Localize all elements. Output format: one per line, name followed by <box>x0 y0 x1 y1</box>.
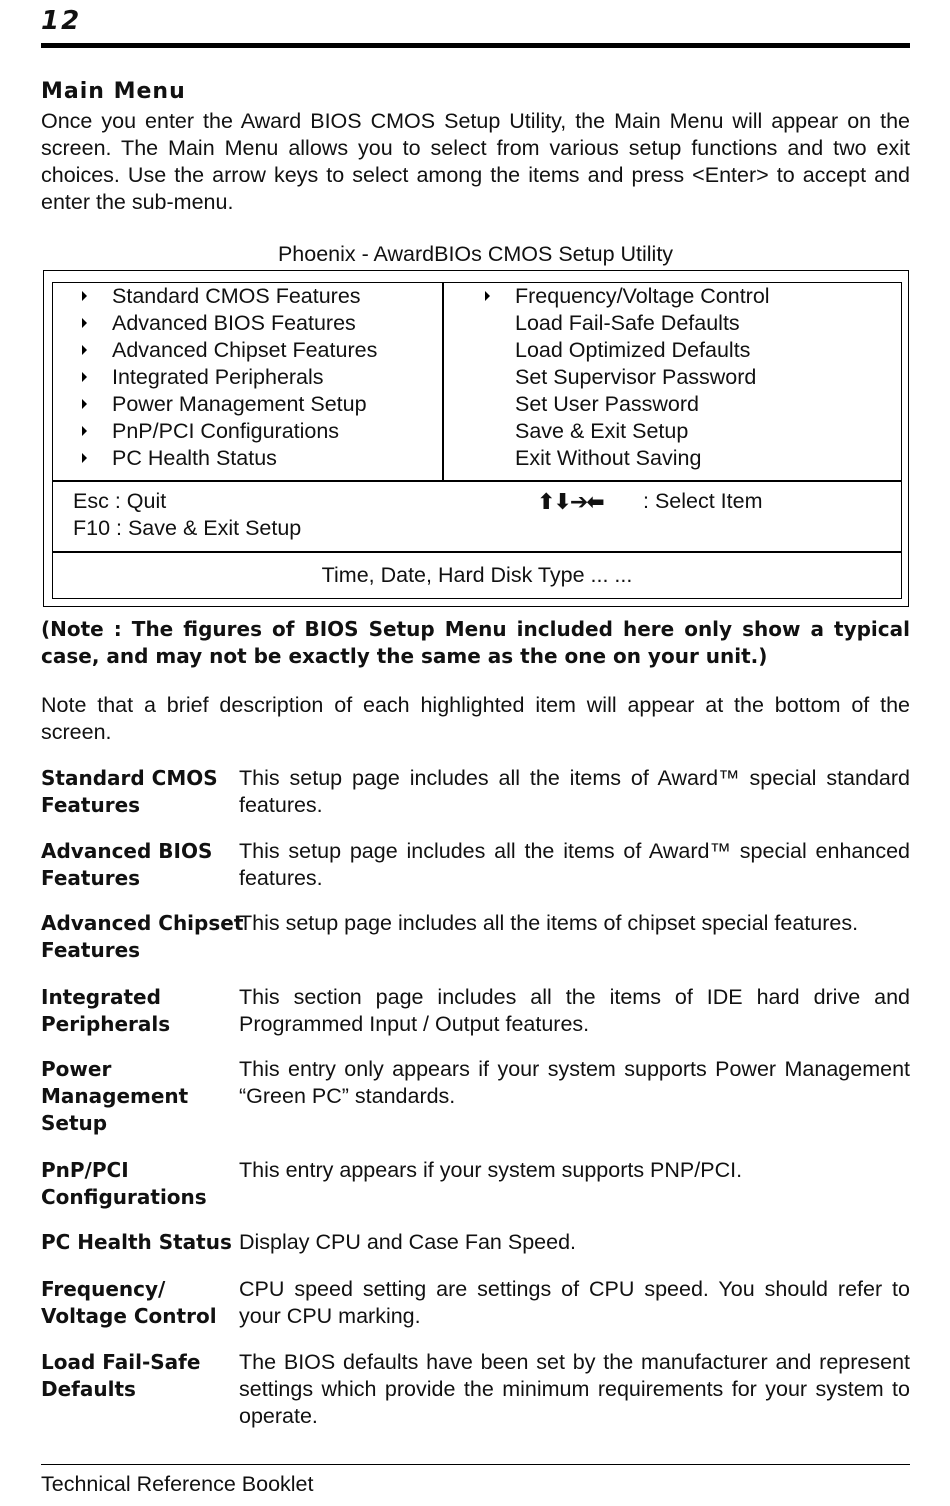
submenu-arrow-icon <box>82 453 87 463</box>
bios-screen-title: Phoenix - AwardBIOs CMOS Setup Utility <box>277 242 674 266</box>
section-heading: Main Menu <box>41 79 186 104</box>
definition-term: Frequency/ Voltage Control <box>41 1277 217 1328</box>
bios-help-line: Time, Date, Hard Disk Type ... ... <box>321 563 633 587</box>
definition-term: Advanced BIOS Features <box>41 839 213 890</box>
definition-term: Advanced Chipset Features <box>41 911 244 962</box>
footer-text: Technical Reference Booklet <box>41 1472 314 1496</box>
menu-keys-divider <box>52 480 902 482</box>
page-number: 12 <box>41 6 82 36</box>
menu-column-divider <box>442 282 444 481</box>
intro-paragraph: Once you enter the Award BIOS CMOS Setup Utility, the Main Menu will appear on the screen. The Main Menu allows you to select from various setup functions and two exit choices. Use the arrow keys to select among the items and press <Enter> to accept and enter the sub-menu. <box>41 109 910 214</box>
definition-term: Load Fail-Safe Defaults <box>41 1350 201 1401</box>
definition-term: PnP/PCI Configurations <box>41 1158 207 1209</box>
submenu-arrow-icon <box>82 291 87 301</box>
brief-paragraph: Note that a brief description of each highlighted item will appear at the bottom of the screen. <box>41 693 910 744</box>
submenu-arrow-icon <box>82 426 87 436</box>
definition-description: This setup page includes all the items of Award™ special enhanced features. <box>239 839 910 890</box>
keys-help-divider <box>52 551 902 553</box>
definition-description: This section page includes all the items of IDE hard drive and Programmed Input / Output features. <box>239 985 910 1036</box>
definition-term: PC Health Status <box>41 1230 232 1254</box>
submenu-arrow-icon <box>485 291 490 301</box>
definition-description: This setup page includes all the items of chipset special features. <box>239 911 859 935</box>
definition-description: This setup page includes all the items of Award™ special standard features. <box>239 766 910 817</box>
submenu-arrow-icon <box>82 399 87 409</box>
key-hint-f10: F10 : Save & Exit Setup <box>73 516 302 540</box>
arrow-keys-icon: ⬆⬇➔⬅ <box>537 490 603 515</box>
key-hint-select-item: : Select Item <box>643 489 763 513</box>
definition-term: Power Management Setup <box>41 1057 189 1135</box>
definition-description: CPU speed setting are settings of CPU speed. You should refer to your CPU marking. <box>239 1277 910 1328</box>
submenu-arrow-icon <box>82 345 87 355</box>
submenu-arrow-icon <box>82 318 87 328</box>
header-rule <box>41 43 910 48</box>
definition-term: Integrated Peripherals <box>41 985 171 1036</box>
definition-description: This entry only appears if your system supports Power Management “Green PC” standards. <box>239 1057 910 1108</box>
key-hint-esc: Esc : Quit <box>73 489 167 513</box>
footer-rule <box>41 1464 910 1465</box>
definition-description: This entry appears if your system supports PNP/PCI. <box>239 1158 743 1182</box>
note-paragraph: (Note : The figures of BIOS Setup Menu included here only show a typical case, and may not be exactly the same as the one on your unit.) <box>41 617 910 668</box>
submenu-arrow-icon <box>82 372 87 382</box>
definition-description: The BIOS defaults have been set by the manufacturer and represent settings which provide the minimum requirements for your system to operate. <box>239 1350 910 1428</box>
definition-term: Standard CMOS Features <box>41 766 218 817</box>
definition-description: Display CPU and Case Fan Speed. <box>239 1230 577 1254</box>
